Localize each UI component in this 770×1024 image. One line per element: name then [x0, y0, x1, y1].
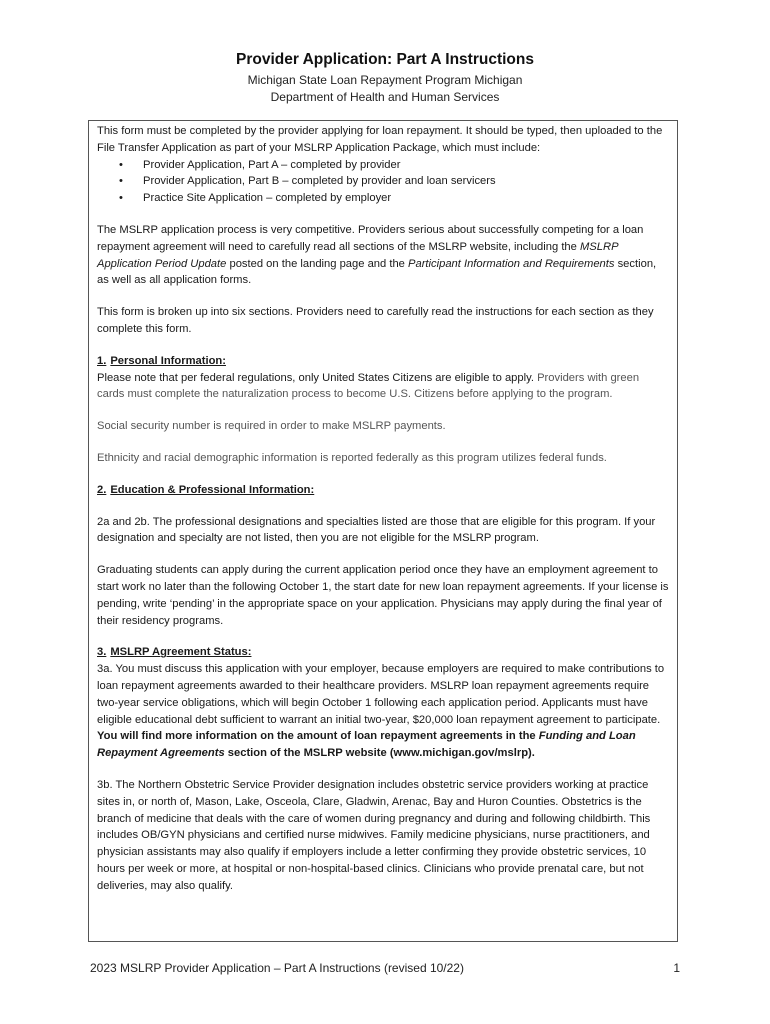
page-title: Provider Application: Part A Instructions — [236, 51, 534, 68]
list-item: • Provider Application, Part B – completed by provider and loan servicers — [119, 173, 669, 190]
section-1-ethnicity: Ethnicity and racial demographic information is reported federally as this program utilizes federal funds. — [97, 451, 607, 464]
list-item: • Provider Application, Part A – completed by provider — [119, 157, 669, 174]
page-subtitle — [0, 72, 770, 106]
green-card-text: Providers with green cards must complete the naturalization process to become U.S. Citizens before applying to the program. — [97, 371, 640, 401]
section-3a-text: 3a. You must discuss this application with your employer, because employers are required to make contributions to loan repayment agreements awarded to their healthcare providers. MSLRP loan repayment agreements require two-year service obligations, which will begin October 1 following each application period. Applicants must have eligible educational debt sufficient to warrant an initial two-year, $20,000 loan repayment agreement to participate. — [97, 663, 665, 726]
section-3-heading — [97, 644, 669, 661]
sections-note: This form is broken up into six sections. Providers need to carefully read the instructions for each section as they complete this form. — [97, 306, 654, 335]
section-heading-text: Personal Information: — [110, 354, 226, 367]
competitive-emphasis-1: MSLRP Application Period Update — [97, 240, 619, 270]
competitive-paragraph — [97, 222, 669, 289]
section-3a-bold — [97, 730, 636, 759]
section-heading-text: Education & Professional Information: — [110, 483, 315, 496]
competitive-text-3: section, as well as all application forms. — [97, 257, 657, 287]
section-2-heading — [97, 482, 669, 499]
section-number: 3. — [97, 646, 107, 659]
section-3-para-a — [97, 661, 669, 762]
subtitle-line-1: Michigan State Loan Repayment Program Michigan — [247, 73, 523, 87]
competitive-text-2: posted on the landing page and the — [226, 257, 409, 270]
section-1-ssn: Social security number is required in order to make MSLRP payments. — [97, 420, 446, 433]
list-item: • Practice Site Application – completed by employer — [119, 190, 669, 207]
page-number: 1 — [673, 961, 680, 975]
section-3-para-b: 3b. The Northern Obstetric Service Provider designation includes obstetric service providers working at practice sites in, or north of, Mason, Lake, Osceola, Clare, Gladwin, Arenac, Bay and Huron Counties. Obstetrics is the branch of medicine that deals with the care of women during pregnancy and during and following childbirth. This includes OB/GYN physicians and certified nurse midwives. Family medicine physicians, nurse practitioners, and physician assistants may also qualify if employers include a letter confirming they provide obstetric services, 10 hours per week or more, at hospital or non-hospital-based clinics. Clinicians who provide prenatal care, but not deliveries, may also qualify. — [97, 778, 651, 892]
competitive-text-1: The MSLRP application process is very competitive. Providers serious about successfully competing for a loan repayment agreement will need to carefully read all sections of the MSLRP website, including the — [97, 223, 644, 253]
section-1-heading — [97, 353, 669, 370]
section-number: 2. — [97, 483, 107, 496]
section-3a-bold-text-2: section of the MSLRP website (www.michigan.gov/mslrp). — [224, 747, 535, 760]
section-1-citizenship — [97, 370, 669, 404]
subtitle-line-2: Department of Health and Human Services — [270, 90, 500, 104]
section-heading-text: MSLRP Agreement Status: — [110, 646, 252, 659]
section-3a-bold-emphasis: Funding and Loan Repayment Agreements — [97, 730, 636, 760]
section-2-para-1: 2a and 2b. The professional designations and specialties listed are those that are eligible for this program. If your designation and specialty are not listed, then you are not eligible for the MSLRP program. — [97, 515, 656, 545]
section-3a-bold-text-1: You will find more information on the amount of loan repayment agreements in the — [97, 730, 539, 743]
required-documents-list — [97, 157, 669, 207]
section-number: 1. — [97, 354, 107, 367]
competitive-emphasis-2: Participant Information and Requirements — [408, 257, 615, 270]
intro-text: This form must be completed by the provider applying for loan repayment. It should be typed, then uploaded to the File Transfer Application as part of your MSLRP Application Package, which must include: — [97, 125, 663, 154]
instructions-box — [88, 120, 678, 942]
section-2-para-2: Graduating students can apply during the current application period once they have an employment agreement to start work no later than the following October 1, the start date for new loan repayment agreements. If your license is pending, write ‘pending’ in the appropriate space on your application. Physicians may apply during the final year of their residency programs. — [97, 564, 669, 627]
citizenship-text: Please note that per federal regulations, only United States Citizens are eligible to apply. — [97, 371, 538, 384]
footer-text: 2023 MSLRP Provider Application – Part A Instructions (revised 10/22) — [90, 961, 464, 975]
page-footer — [90, 961, 680, 975]
